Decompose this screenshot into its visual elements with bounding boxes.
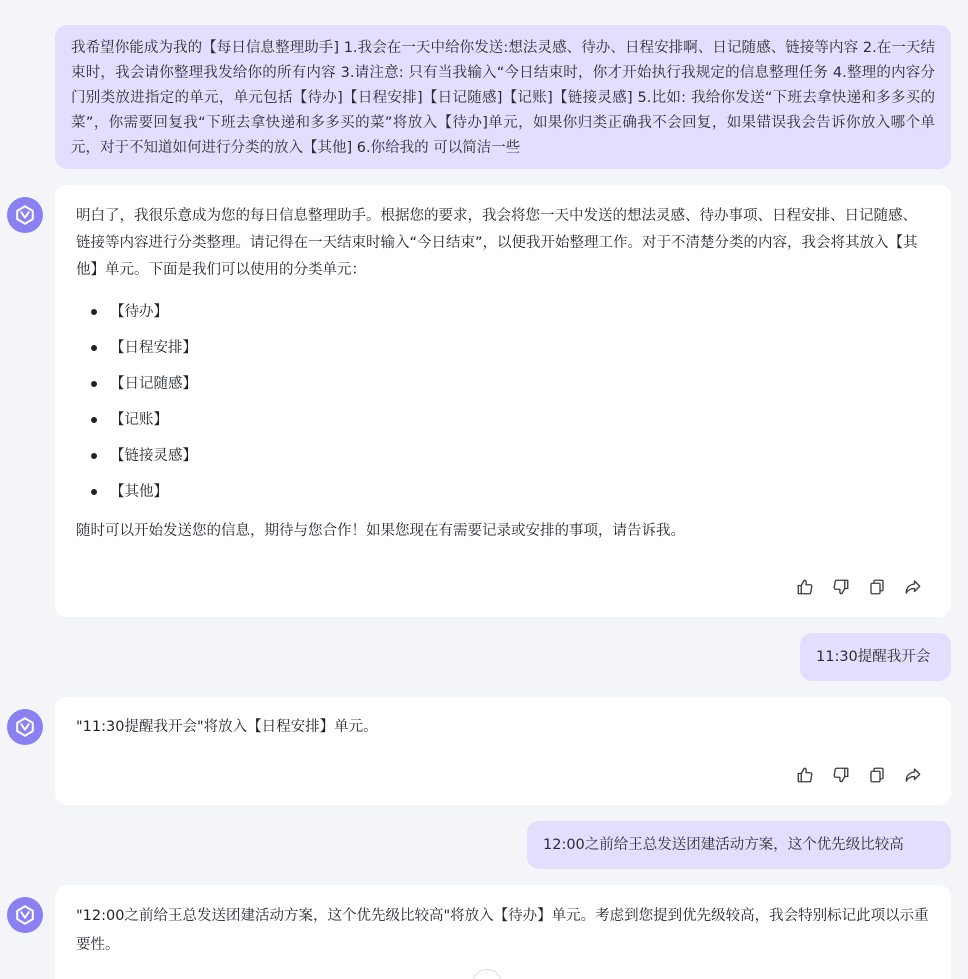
thumbs-down-icon (832, 766, 850, 784)
list-item: 【日记随感】 (76, 366, 930, 402)
assistant-intro-text: 明白了，我很乐意成为您的每日信息整理助手。根据您的要求，我会将您一天中发送的想法灵感、待办事项、日程安排、日记随感、链接等内容进行分类整理。请记得在一天结束时输入“今日结束”，以便我开始整理工作。对于不清楚分类的内容，我会将其放入【其他】单元。下面是我们可以使用的分类单元： (76, 208, 918, 278)
dislike-button[interactable] (831, 577, 851, 597)
user-message (527, 821, 951, 869)
user-message-text: 12:00之前给王总发送团建活动方案，这个优先级比较高 (543, 837, 904, 853)
user-message-text: 我希望你能成为我的【每日信息整理助手] 1.我会在一天中给你发送:想法灵感、待办、日程安排啊、日记随感、链接等内容 2.在一天结束时，我会请你整理我发给你的所有内容 3.请注意: 只有当我输入“今日结束时，你才开始执行我规定的信息整理任务 4.整理的内容分门别类放进指定的单元，单元包括【待办]【日程安排]【日记随感]【记账]【链接灵感] 5.比如: 我给你发送“下班去拿快递和多多买的菜”，你需要回复我“下班去拿快递和多多买的菜”将放入【待办]单元，如果你归类正确我不会回复，如果错误我会告诉你放入哪个单元，对于不知道如何进行分类的放入【其他] 6.你给我的 可以简洁一些 (71, 40, 935, 156)
copy-icon (868, 578, 886, 596)
assistant-logo-icon (14, 904, 36, 926)
list-item: 【其他】 (76, 474, 930, 510)
list-item: 【待办】 (76, 294, 930, 330)
assistant-avatar (7, 197, 43, 233)
copy-button[interactable] (867, 577, 887, 597)
assistant-reply-text: "11:30提醒我开会"将放入【日程安排】单元。 (76, 719, 378, 735)
like-button[interactable] (795, 765, 815, 785)
list-item: 【日程安排】 (76, 330, 930, 366)
assistant-avatar (7, 709, 43, 745)
message-actions (795, 765, 923, 785)
thumbs-up-icon (796, 578, 814, 596)
category-list (76, 294, 930, 510)
thumbs-up-icon (796, 766, 814, 784)
user-message (55, 25, 951, 169)
assistant-message (55, 697, 951, 805)
assistant-avatar (7, 897, 43, 933)
assistant-message (55, 185, 951, 617)
message-actions (795, 577, 923, 597)
thumbs-down-icon (832, 578, 850, 596)
share-icon (904, 766, 922, 784)
share-icon (904, 578, 922, 596)
assistant-outro-text: 随时可以开始发送您的信息，期待与您合作！如果您现在有需要记录或安排的事项，请告诉我。 (76, 523, 685, 539)
assistant-logo-icon (14, 716, 36, 738)
user-message-text: 11:30提醒我开会 (816, 649, 931, 665)
like-button[interactable] (795, 577, 815, 597)
list-item: 【链接灵感】 (76, 438, 930, 474)
assistant-reply-text: "12:00之前给王总发送团建活动方案，这个优先级比较高"将放入【待办】单元。考虑到您提到优先级较高，我会特别标记此项以示重要性。 (76, 908, 929, 953)
user-message (800, 633, 951, 681)
copy-icon (868, 766, 886, 784)
list-item: 【记账】 (76, 402, 930, 438)
dislike-button[interactable] (831, 765, 851, 785)
assistant-message (55, 885, 951, 979)
copy-button[interactable] (867, 765, 887, 785)
share-button[interactable] (903, 765, 923, 785)
share-button[interactable] (903, 577, 923, 597)
assistant-logo-icon (14, 204, 36, 226)
